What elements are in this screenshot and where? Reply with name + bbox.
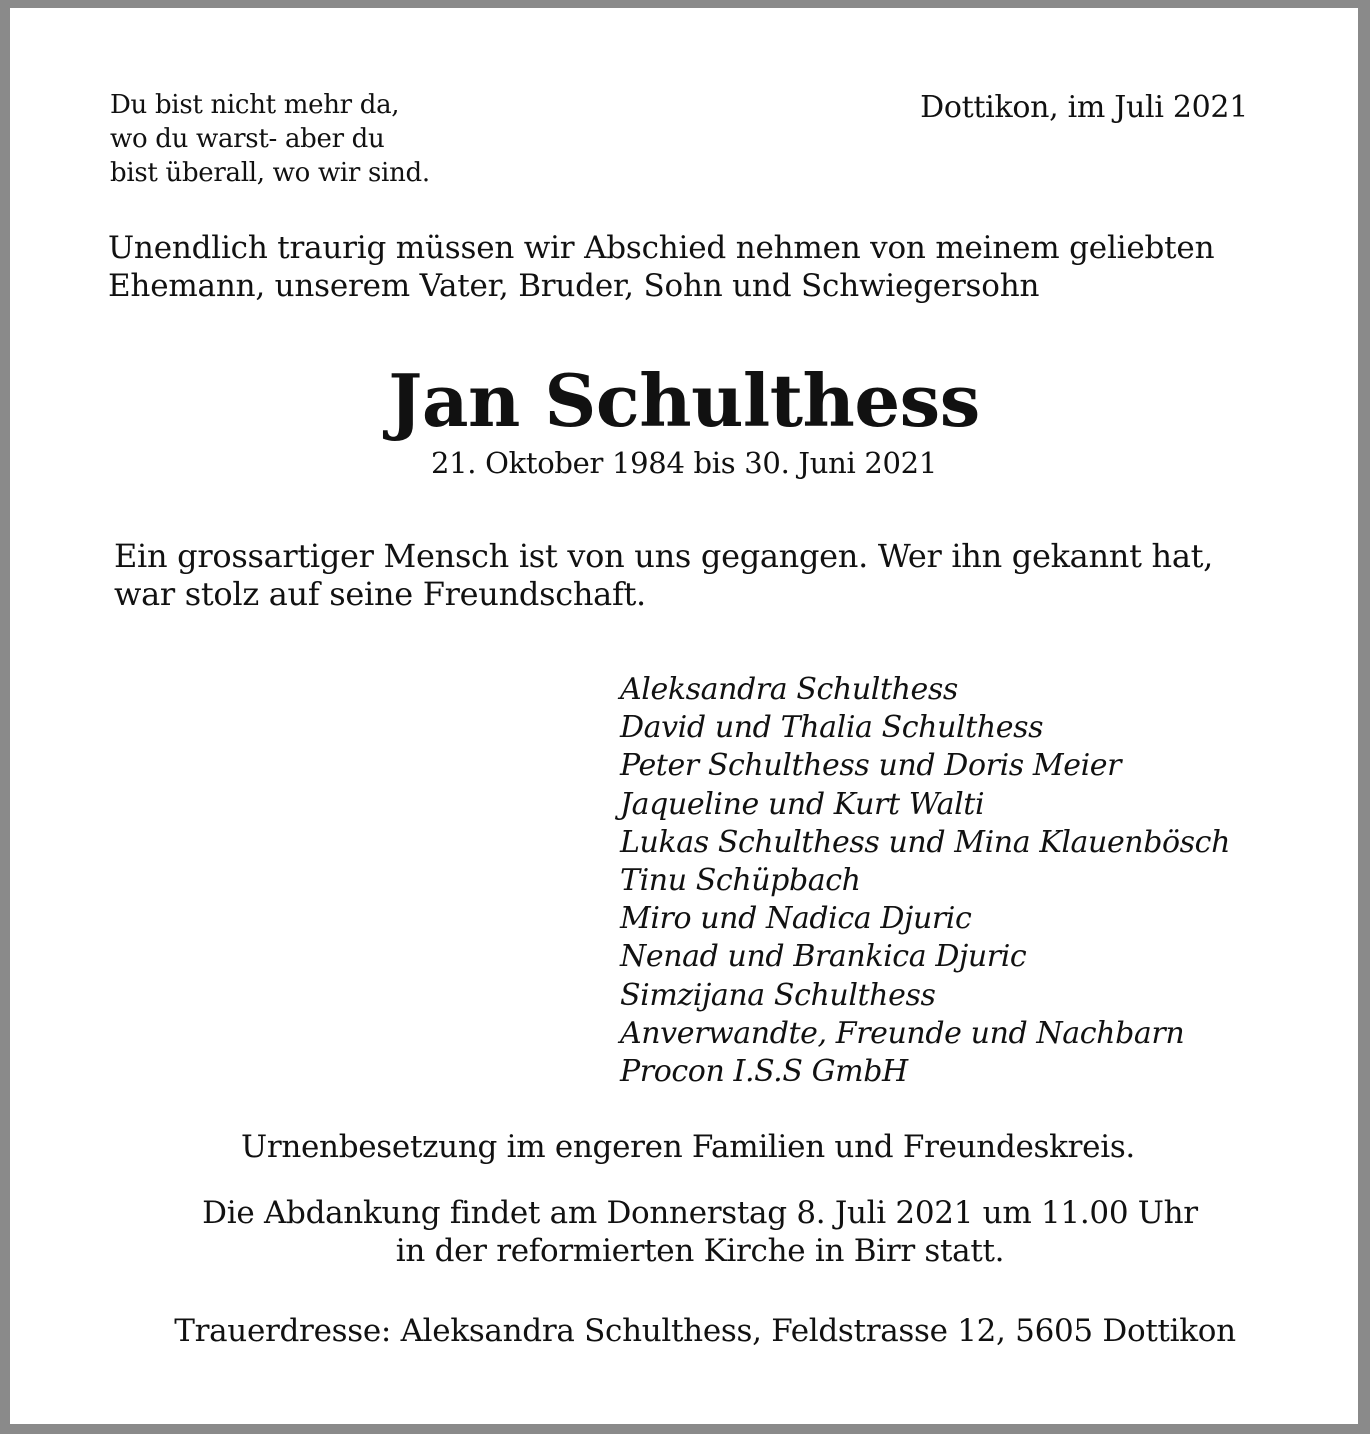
tribute-line: Ein grossartiger Mensch ist von uns gegangen. Wer ihn gekannt hat,	[114, 537, 1214, 575]
poem-line: wo du warst- aber du	[110, 124, 385, 154]
life-dates: 21. Oktober 1984 bis 30. Juni 2021	[431, 446, 937, 480]
mourners-list	[620, 671, 1230, 1091]
list-item: David und Thalia Schulthess	[620, 710, 1044, 746]
list-item: Peter Schulthess und Doris Meier	[620, 748, 1122, 784]
poem-line: Du bist nicht mehr da,	[110, 90, 400, 120]
service-info	[10, 1194, 1370, 1270]
intro-text	[108, 229, 1214, 305]
list-item: Anverwandte, Freunde und Nachbarn	[620, 1015, 1185, 1051]
list-item: Simzijana Schulthess	[620, 977, 936, 1013]
intro-line: Ehemann, unserem Vater, Bruder, Sohn und Schwiegersohn	[108, 268, 1040, 304]
list-item: Jaqueline und Kurt Walti	[620, 786, 985, 822]
place-date: Dottikon, im Juli 2021	[920, 90, 1248, 125]
service-line: Die Abdankung findet am Donnerstag 8. Juli 2021 um 11.00 Uhr	[202, 1195, 1198, 1231]
list-item: Aleksandra Schulthess	[620, 672, 958, 707]
mourning-address: Trauerdresse: Aleksandra Schulthess, Feldstrasse 12, 5605 Dottikon	[174, 1313, 1236, 1349]
tribute-text	[114, 537, 1213, 613]
service-line: in der reformierten Kirche in Birr statt.	[395, 1233, 1005, 1269]
list-item: Tinu Schüpbach	[620, 863, 861, 899]
list-item: Nenad und Brankica Djuric	[620, 939, 1027, 975]
urn-note: Urnenbesetzung im engeren Familien und Freundeskreis.	[241, 1129, 1135, 1165]
poem-line: bist überall, wo wir sind.	[110, 158, 430, 188]
tribute-line: war stolz auf seine Freundschaft.	[114, 575, 646, 613]
intro-line: Unendlich traurig müssen wir Abschied nehmen von meinem geliebten	[108, 230, 1215, 266]
list-item: Miro und Nadica Djuric	[620, 901, 972, 937]
poem	[110, 88, 430, 190]
list-item: Procon I.S.S GmbH	[620, 1054, 908, 1090]
list-item: Lukas Schulthess und Mina Klauenbösch	[620, 824, 1230, 860]
obituary-page	[10, 8, 1358, 1424]
deceased-name: Jan Schulthess	[388, 358, 980, 443]
